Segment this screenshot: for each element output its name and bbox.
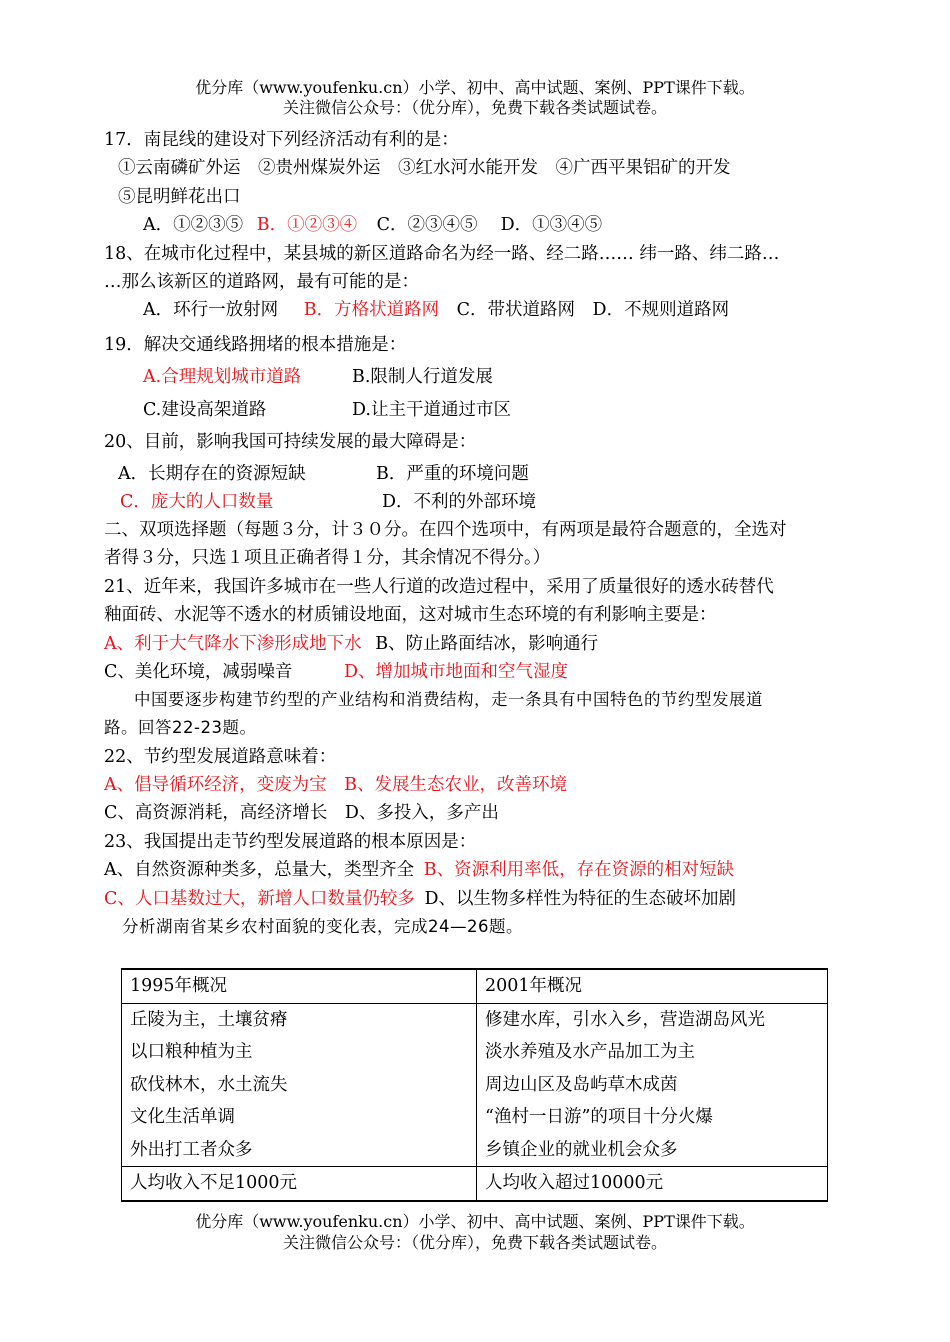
village-change-table xyxy=(121,968,828,1202)
list-item: 淡水养殖及水产品加工为主 xyxy=(485,1042,695,1062)
q20-stem: 20、目前，影响我国可持续发展的最大障碍是： xyxy=(104,432,477,452)
q23-option-b-answer: B、资源利用率低，存在资源的相对短缺 xyxy=(423,860,735,880)
q19-option-a-answer: A.合理规划城市道路 xyxy=(143,367,302,387)
intro-22-23-line1: 中国要逐步构建节约型的产业结构和消费结构，走一条具有中国特色的节约型发展道 xyxy=(134,690,763,709)
list-item: 砍伐林木，水土流失 xyxy=(130,1074,288,1095)
list-item: 修建水库，引水入乡，营造湖岛风光 xyxy=(485,1009,765,1030)
list-item: 外出打工者众多 xyxy=(130,1139,253,1160)
list-item: 以口粮种植为主 xyxy=(130,1042,253,1062)
table-cell-income-2001: 人均收入超过10000元 xyxy=(477,1167,828,1201)
intro-22-23-line2: 路。回答22-23题。 xyxy=(104,718,257,737)
page-header-line2: 关注微信公众号：（优分库），免费下载各类试题试卷。 xyxy=(282,98,667,117)
q20-option-d: D．不利的外部环境 xyxy=(382,492,537,512)
q19-option-c: C.建设高架道路 xyxy=(143,400,267,420)
list-item: 乡镇企业的就业机会众多 xyxy=(485,1139,678,1160)
q18-option-cd: C．带状道路网 D．不规则道路网 xyxy=(456,300,730,320)
q21-stem-1: 21、近年来，我国许多城市在一些人行道的改造过程中，采用了质量很好的透水砖替代 xyxy=(104,577,774,597)
q21-options-ab xyxy=(104,632,598,656)
q21-stem-2: 釉面砖、水泥等不透水的材质铺设地面，这对城市生态环境的有利影响主要是： xyxy=(104,605,717,625)
table-header-row xyxy=(122,969,828,1003)
q17-option-b-answer: B．①②③④ xyxy=(256,215,358,235)
q18-option-b-answer: B．方格状道路网 xyxy=(303,300,440,320)
table-row-income xyxy=(122,1167,828,1201)
page-header-line1: 优分库（www.youfenku.cn）小学、初中、高中试题、案例、PPT课件下载。 xyxy=(195,78,755,97)
q17-options xyxy=(143,213,602,237)
table-row xyxy=(122,1003,828,1167)
q21-options-cd xyxy=(104,660,568,684)
q23-options-ab xyxy=(104,858,734,882)
list-item: 丘陵为主，土壤贫瘠 xyxy=(130,1009,288,1030)
q22-options-cd: C、高资源消耗，高经济增长 D、多投入，多产出 xyxy=(104,803,499,823)
q18-stem-1: 18、在城市化过程中，某县城的新区道路命名为经一路、经二路…… 纬一路、纬二路… xyxy=(104,244,780,264)
list-item: “渔村一日游”的项目十分火爆 xyxy=(485,1107,713,1127)
list-item: 文化生活单调 xyxy=(130,1107,235,1127)
page-footer-line1: 优分库（www.youfenku.cn）小学、初中、高中试题、案例、PPT课件下载。 xyxy=(195,1212,755,1231)
page-footer-line2: 关注微信公众号：（优分库），免费下载各类试题试卷。 xyxy=(282,1233,667,1252)
intro-24-26: 分析湖南省某乡农村面貌的变化表，完成24—26题。 xyxy=(122,917,523,936)
q23-stem: 23、我国提出走节约型发展道路的根本原因是： xyxy=(104,832,477,852)
q19-option-d: D.让主干道通过市区 xyxy=(352,400,511,420)
table-cell-2001-details xyxy=(477,1003,828,1167)
q21-option-b: B、防止路面结冰，影响通行 xyxy=(375,634,599,654)
q17-items-1: ①云南磷矿外运 ②贵州煤炭外运 ③红水河水能开发 ④广西平果铝矿的开发 xyxy=(118,158,731,178)
q20-option-b: B．严重的环境问题 xyxy=(376,464,529,484)
table-header-1995: 1995年概况 xyxy=(122,969,477,1003)
table-cell-income-1995: 人均收入不足1000元 xyxy=(122,1167,477,1201)
q18-stem-2: …那么该新区的道路网，最有可能的是： xyxy=(104,272,419,292)
q19-stem: 19．解决交通线路拥堵的根本措施是： xyxy=(104,335,407,355)
list-item: 周边山区及岛屿草木成茵 xyxy=(485,1074,678,1095)
q20-option-a: A．长期存在的资源短缺 xyxy=(118,464,306,484)
q19-option-b: B.限制人行道发展 xyxy=(352,367,493,387)
table-header-2001: 2001年概况 xyxy=(477,969,828,1003)
q23-options-cd xyxy=(104,887,736,911)
q23-option-a: A、自然资源种类多，总量大，类型齐全 xyxy=(104,860,415,880)
q20-option-c-answer: C．庞大的人口数量 xyxy=(120,492,274,512)
q21-option-a-answer: A、利于大气降水下渗形成地下水 xyxy=(104,634,362,654)
table-cell-1995-details xyxy=(122,1003,477,1167)
q17-option-cd: C．②③④⑤ D．①③④⑤ xyxy=(376,215,603,235)
q23-option-c-answer: C、人口基数过大，新增人口数量仍较多 xyxy=(104,889,415,909)
q23-option-d: D、以生物多样性为特征的生态破坏加剧 xyxy=(424,889,736,909)
q22-stem: 22、节约型发展道路意味着： xyxy=(104,747,337,767)
q17-option-a: A．①②③⑤ xyxy=(143,215,244,235)
q17-stem: 17．南昆线的建设对下列经济活动有利的是： xyxy=(104,130,459,150)
q17-items-2: ⑤昆明鲜花出口 xyxy=(118,187,241,207)
q18-option-a: A．环行一放射网 xyxy=(143,300,279,320)
q21-option-c: C、美化环境，减弱噪音 xyxy=(104,662,293,682)
section2-intro-2: 者得３分，只选１项且正确者得１分，其余情况不得分。） xyxy=(104,548,551,568)
q21-option-d-answer: D、增加城市地面和空气湿度 xyxy=(343,662,568,682)
q22-options-ab-answer: A、倡导循环经济，变废为宝 B、发展生态农业，改善环境 xyxy=(104,775,567,795)
q18-options xyxy=(143,298,729,322)
section2-intro-1: 二、双项选择题（每题３分，计３０分。在四个选项中，有两项是最符合题意的，全选对 xyxy=(104,520,787,540)
